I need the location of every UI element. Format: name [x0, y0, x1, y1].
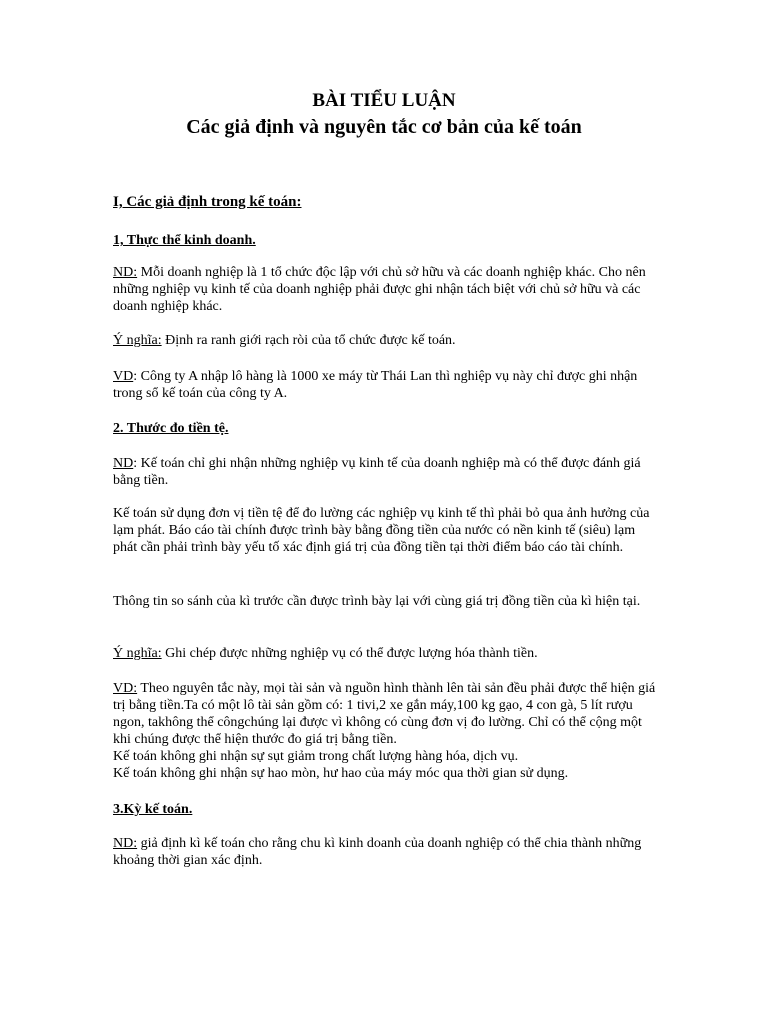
- document-subtitle: Các giả định và nguyên tắc cơ bản của kế toán: [186, 116, 582, 138]
- label-example: VD: [113, 369, 134, 384]
- subsection-heading-monetary-unit: 2. Thước đo tiền tệ.: [113, 421, 229, 436]
- label-meaning: Ý nghĩa:: [113, 646, 162, 661]
- line-no-quality-decline: Kế toán không ghi nhận sự sụt giảm trong chất lượng hàng hóa, dịch vụ.: [113, 749, 519, 764]
- subsection-heading-accounting-period: 3.Kỳ kế toán.: [113, 802, 193, 817]
- text-example: : Công ty A nhập lô hàng là 1000 xe máy từ Thái Lan thì nghiệp vụ này chỉ được ghi nhận trong sổ kế toán của công ty A.: [113, 369, 638, 401]
- label-nd: ND:: [113, 265, 138, 280]
- label-nd: ND: [113, 456, 134, 471]
- text-nd: : Kế toán chỉ ghi nhận những nghiệp vụ kinh tế của doanh nghiệp mà có thể được đánh giá bằng tiền.: [113, 456, 641, 488]
- text-nd: giả định kì kế toán cho rằng chu kì kinh doanh của doanh nghiệp có thể chia thành những khoảng thời gian xác định.: [113, 836, 642, 868]
- paragraph-monetary-comparison: Thông tin so sánh của kì trước cần được trình bày lại với cùng giá trị đồng tiền của kì hiện tại.: [113, 594, 641, 609]
- text-nd: Mỗi doanh nghiệp là 1 tổ chức độc lập với chủ sở hữu và các doanh nghiệp khác. Cho nên những nghiệp vụ kinh tế của doanh nghiệp phải được ghi nhận tách biệt với chủ sở hữu và các doanh nghiệp khác.: [113, 265, 646, 314]
- paragraph-monetary-meaning: [113, 645, 658, 662]
- text-meaning: Định ra ranh giới rạch ròi của tổ chức được kế toán.: [161, 333, 456, 348]
- line-no-depreciation: Kế toán không ghi nhận sự hao mòn, hư hao của máy móc qua thời gian sử dụng.: [113, 766, 569, 781]
- paragraph-monetary-example: [113, 680, 658, 748]
- document-title: BÀI TIỂU LUẬN: [312, 90, 456, 111]
- paragraph-entity-content: [113, 264, 658, 315]
- text-meaning: Ghi chép được những nghiệp vụ có thể được lượng hóa thành tiền.: [161, 646, 538, 661]
- paragraph-monetary-inflation: Kế toán sử dụng đơn vị tiền tệ để đo lường các nghiệp vụ kinh tế thì phải bỏ qua ảnh hưởng của lạm phát. Báo cáo tài chính được trình bày bằng đồng tiền của nước có nền kinh tế (siêu) lạm phát cần phải trình bày yếu tố xác định giá trị của đồng tiền tại thời điểm báo cáo tài chính.: [113, 506, 650, 555]
- paragraph-monetary-content: [113, 455, 658, 489]
- paragraph-entity-example: [113, 368, 658, 402]
- text-example: Theo nguyên tắc này, mọi tài sản và nguồn hình thành lên tài sản đều phải được thể hiện giá trị bằng tiền.Ta có một lô tài sản gồm có: 1 tivi,2 xe gắn máy,100 kg gạo, 4 con gà, 5 lít rượu ngon, takhông thể côngchúng lại được vì không có cùng đơn vị đo lường. Chỉ có thể cộng một khi chúng được thể hiện thước đo giá trị bằng tiền.: [113, 681, 656, 747]
- paragraph-entity-meaning: [113, 332, 658, 349]
- label-example: VD:: [113, 681, 138, 696]
- label-meaning: Ý nghĩa:: [113, 333, 162, 348]
- subsection-heading-business-entity: 1, Thực thể kinh doanh.: [113, 233, 256, 248]
- paragraph-period-content: [113, 835, 658, 869]
- label-nd: ND:: [113, 836, 138, 851]
- section-heading-assumptions: I, Các giả định trong kế toán:: [113, 194, 302, 210]
